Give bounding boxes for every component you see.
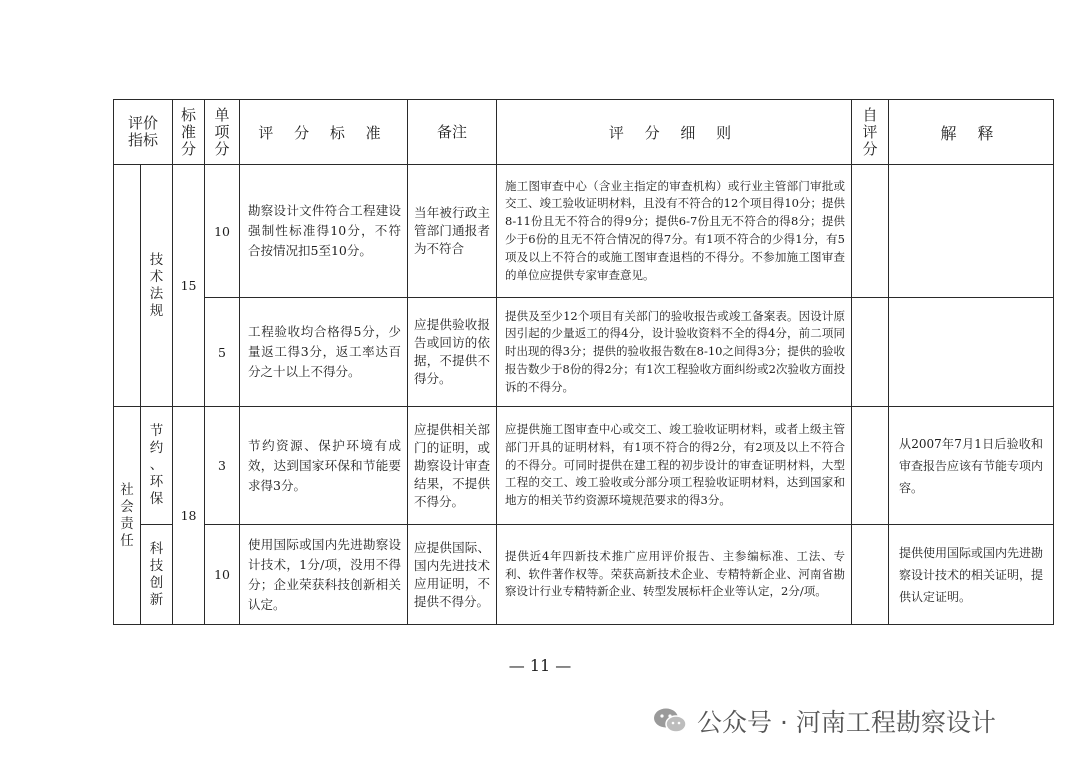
page-number: — 11 —: [508, 656, 572, 675]
header-note: 备注: [408, 100, 497, 165]
self-score-cell[interactable]: [852, 525, 889, 625]
rules-cell: 应提供施工图审查中心或交工、竣工验收证明材料，或者上级主管部门开具的证明材料，有1项不符合的得2分，有2项及以上不符合的不得分。可同时提供在建工程的初步设计的审查证明材料，大型工程的交工、竣工验收或分部分项工程验收证明材料，达到国家和地方的相关节约资源环境规范要求的得3分。: [497, 407, 852, 525]
criteria-cell: 使用国际或国内先进勘察设计技术，1分/项，没用不得分；企业荣获科技创新相关认定。: [240, 525, 408, 625]
subcategory-cell: 技 术 法 规: [141, 165, 173, 407]
table-row: [114, 525, 1054, 625]
self-score-cell[interactable]: [852, 165, 889, 298]
explanation-cell: 提供使用国际或国内先进勘察设计技术的相关证明，提供认定证明。: [889, 525, 1054, 625]
category-cell: 社 会 责 任: [114, 407, 141, 625]
item-score-cell: 10: [205, 525, 240, 625]
header-std-score: 标 准 分: [173, 100, 205, 165]
std-score-cell: 15: [173, 165, 205, 407]
header-row: [114, 100, 1054, 165]
watermark: [653, 701, 996, 741]
explanation-cell: [889, 165, 1054, 298]
self-score-cell[interactable]: [852, 298, 889, 407]
table-row: [114, 165, 1054, 298]
explanation-cell: [889, 298, 1054, 407]
header-indicator: 评价 指标: [114, 100, 173, 165]
header-self-score: 自 评 分: [852, 100, 889, 165]
self-score-cell[interactable]: [852, 407, 889, 525]
item-score-cell: 5: [205, 298, 240, 407]
header-item-score: 单 项 分: [205, 100, 240, 165]
header-explanation: 解 释: [889, 100, 1054, 165]
table-row: [114, 407, 1054, 525]
rules-cell: 提供及至少12个项目有关部门的验收报告或竣工备案表。因设计原因引起的少量返工的得4分，设计验收资料不全的得4分，前二项同时出现的得3分；提供的验收报告数在8-10之间得3分；提供的验收报告数少于8份的得2分；有1次工程验收方面纠纷或2次验收方面投诉的不得分。: [497, 298, 852, 407]
item-score-cell: 10: [205, 165, 240, 298]
subcategory-cell: 科 技 创 新: [141, 525, 173, 625]
wechat-icon: [653, 707, 687, 735]
table-row: [114, 298, 1054, 407]
criteria-cell: 勘察设计文件符合工程建设强制性标准得10分，不符合按情况扣5至10分。: [240, 165, 408, 298]
watermark-text: 公众号 · 河南工程勘察设计: [697, 708, 996, 737]
criteria-cell: 节约资源、保护环境有成效，达到国家环保和节能要求得3分。: [240, 407, 408, 525]
header-criteria: 评 分 标 准: [240, 100, 408, 165]
category-cell-empty: [114, 165, 141, 407]
note-cell: 应提供国际、国内先进技术应用证明，不提供不得分。: [408, 525, 497, 625]
rules-cell: 提供近4年四新技术推广应用评价报告、主参编标准、工法、专利、软件著作权等。荣获高新技术企业、专精特新企业、河南省勘察设计行业专精特新企业、转型发展标杆企业等认定，2分/项。: [497, 525, 852, 625]
std-score-cell: 18: [173, 407, 205, 625]
header-rules: 评 分 细 则: [497, 100, 852, 165]
note-cell: 应提供相关部门的证明，或勘察设计审查结果，不提供不得分。: [408, 407, 497, 525]
criteria-cell: 工程验收均合格得5分，少量返工得3分，返工率达百分之十以上不得分。: [240, 298, 408, 407]
evaluation-table: [113, 99, 1054, 625]
explanation-cell: 从2007年7月1日后验收和审查报告应该有节能专项内容。: [889, 407, 1054, 525]
note-cell: 当年被行政主管部门通报者为不符合: [408, 165, 497, 298]
subcategory-cell: 节 约 、 环 保: [141, 407, 173, 525]
rules-cell: 施工图审查中心（含业主指定的审查机构）或行业主管部门审批或交工、竣工验收证明材料，且没有不符合的12个项目得10分；提供8-11份且无不符合的得9分；提供6-7份且无不符合的得8分；提供少于6份的且无不符合情况的得7分。有1项不符合的少得1分，有5项及以上不符合的或施工图审查退档的不得分。不参加施工图审查的单位应提供专家审查意见。: [497, 165, 852, 298]
note-cell: 应提供验收报告或回访的依据，不提供不得分。: [408, 298, 497, 407]
item-score-cell: 3: [205, 407, 240, 525]
